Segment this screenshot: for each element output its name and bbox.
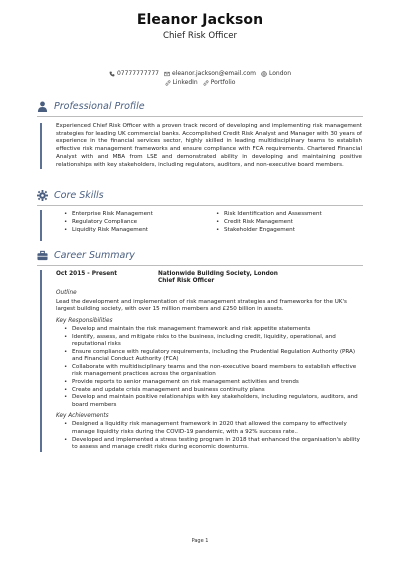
list-item: • Provide reports to senior management on risk management activities and trends <box>64 379 362 387</box>
email-text: eleanor.jackson@email.com <box>171 70 256 77</box>
skills-body <box>40 210 362 241</box>
job-entry <box>56 270 362 452</box>
career-body <box>40 270 362 452</box>
resume-header <box>0 12 400 42</box>
job-header <box>56 270 362 278</box>
achievements-label: Key Achievements <box>56 413 109 420</box>
skill-item: • Risk Identification and Assessment <box>216 210 362 218</box>
email-icon <box>164 71 170 77</box>
profile-section-header <box>37 101 145 112</box>
list-item: • Developed and implemented a stress testing program in 2018 that enhanced the organisation's ability to assess and manage credit risks during economic downturns. <box>64 437 362 452</box>
contact-info <box>0 69 400 87</box>
linkedin-text: LinkedIn <box>172 79 198 86</box>
contact-location <box>261 69 291 78</box>
candidate-role: Chief Risk Officer <box>162 31 238 41</box>
skill-item: • Credit Risk Management <box>216 218 362 226</box>
career-divider <box>37 265 363 266</box>
list-item: • Ensure compliance with regulatory requirements, including the Prudential Regulation Authority (PRA) and Financial Conduct Authority (FCA) <box>64 349 362 364</box>
achievements-list <box>56 421 362 451</box>
profile-title: Professional Profile <box>54 101 145 112</box>
skills-list <box>56 210 362 235</box>
job-dates: Oct 2015 - Present <box>56 271 118 277</box>
skills-title: Core Skills <box>54 190 104 201</box>
job-company: Nationwide Building Society, London <box>158 271 278 277</box>
profile-body <box>40 123 362 169</box>
page-number: Page 1 <box>191 538 209 544</box>
career-title: Career Summary <box>54 250 135 261</box>
outline-text: Lead the development and implementation of risk management strategies and frameworks for the UK's largest building society, with over 15 million members and £250 billion in assets. <box>56 298 347 313</box>
skill-item: • Liquidity Risk Management <box>64 226 210 234</box>
phone-icon <box>109 71 115 77</box>
outline-label: Outline <box>56 289 77 296</box>
portfolio-text: Portfolio <box>210 79 236 86</box>
skills-divider <box>37 205 363 206</box>
profile-text: Experienced Chief Risk Officer with a proven track record of developing and implementing risk management strategies for leading UK commercial banks. Accomplished Credit Risk Analyst and Manager with 30 years of experience in the financial services sector, highly skilled in leading multidisciplinary teams to establish effective risk management frameworks and ensure compliance with FCA requirements. Chartered Financial Analyst with and MBA from LSE and demonstrated ability in developing and maintaining positive relationships with key stakeholders, including regulators, auditors, and non-executive board members. <box>56 123 362 168</box>
globe-icon <box>261 71 267 77</box>
list-item: • Create and update crisis management and business continuity plans <box>64 387 362 395</box>
skill-item: • Regulatory Compliance <box>64 218 210 226</box>
person-icon <box>37 101 48 112</box>
link-icon <box>165 80 171 86</box>
skill-item: • Enterprise Risk Management <box>64 210 210 218</box>
career-section-header <box>37 250 135 261</box>
responsibilities-list <box>56 326 362 410</box>
contact-linkedin[interactable] <box>165 78 198 87</box>
list-item: • Develop and maintain positive relationships with key stakeholders, including regulators, auditors, and board members <box>64 394 362 409</box>
candidate-name: Eleanor Jackson <box>136 12 264 28</box>
gear-icon <box>37 190 48 201</box>
contact-portfolio[interactable] <box>203 78 236 87</box>
responsibilities-label: Key Responsibilities <box>56 317 113 324</box>
contact-phone <box>109 69 159 78</box>
list-item: • Collaborate with multidisciplinary teams and the non-executive board members to establish effective risk management practices across the organisation <box>64 364 362 379</box>
list-item: • Designed a liquidity risk management framework in 2020 that allowed the company to effectively manage liquidity risks during the COVID-19 pandemic, with a 92% success rate.. <box>64 421 362 436</box>
job-position: Chief Risk Officer <box>158 278 215 284</box>
list-item: • Develop and maintain the risk management framework and risk appetite statements <box>64 326 362 334</box>
link-icon <box>203 80 209 86</box>
contact-email[interactable] <box>164 69 256 78</box>
skills-section-header <box>37 190 104 201</box>
profile-divider <box>37 116 363 117</box>
phone-text: 07777777777 <box>116 70 159 77</box>
briefcase-icon <box>37 250 48 261</box>
location-text: London <box>269 70 291 77</box>
list-item: • Identify, assess, and mitigate risks to the business, including credit, liquidity, operational, and reputational risks <box>64 334 362 349</box>
skill-item: • Stakeholder Engagement <box>216 226 362 234</box>
